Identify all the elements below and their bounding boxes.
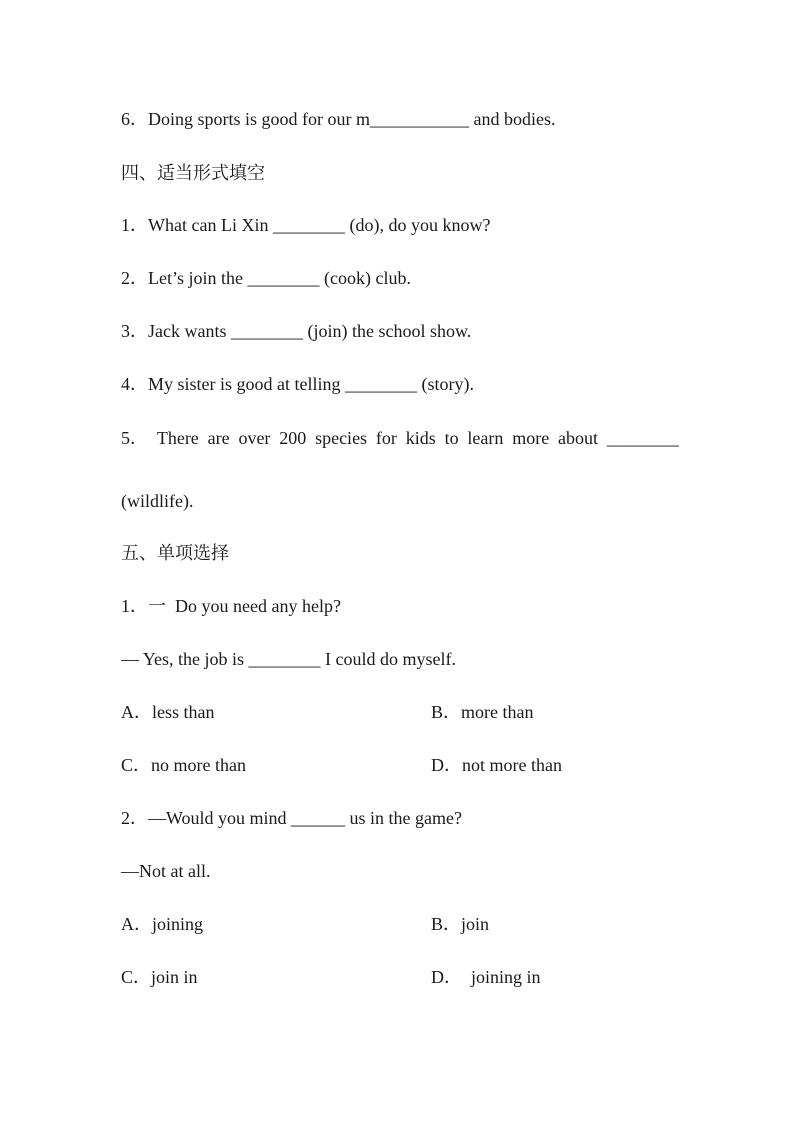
question-4-3: 3．Jack wants ________ (join) the school show.	[121, 321, 472, 341]
option-5-2-a: A．joining	[121, 914, 204, 934]
question-5-2-stem: 2．—Would you mind ______ us in the game?	[121, 808, 463, 828]
question-4-2: 2．Let’s join the ________ (cook) club.	[121, 268, 411, 288]
q5-word: more	[512, 428, 550, 448]
q5-word: ________	[606, 428, 679, 448]
q5-word: kids	[405, 428, 436, 448]
question-5-2-response: —Not at all.	[121, 861, 211, 881]
q5-word: about	[558, 428, 599, 448]
q5-word: to	[444, 428, 459, 448]
question-4-1: 1．What can Li Xin ________ (do), do you know?	[121, 215, 491, 235]
option-5-1-c: C．no more than	[121, 755, 246, 775]
option-5-2-c: C．join in	[121, 967, 198, 987]
q5-word: are	[207, 428, 230, 448]
q5-word: There	[156, 428, 199, 448]
question-4-5-continuation: (wildlife).	[121, 491, 194, 511]
question-5-1-stem: 1．一 Do you need any help?	[121, 596, 341, 616]
q5-word: 5．	[121, 428, 148, 448]
q5-word: 200	[279, 428, 307, 448]
option-5-1-b: B．more than	[431, 702, 534, 722]
q5-word: over	[238, 428, 271, 448]
question-4-5	[121, 427, 679, 449]
option-5-1-a: A．less than	[121, 702, 215, 722]
q5-word: species	[315, 428, 368, 448]
question-3-6: 6．Doing sports is good for our m___________ and bodies.	[121, 109, 556, 129]
option-5-2-d: D． joining in	[431, 967, 541, 987]
question-5-1-response: — Yes, the job is ________ I could do myself.	[121, 649, 456, 669]
option-5-2-b: B．join	[431, 914, 490, 934]
q5-word: learn	[467, 428, 504, 448]
q5-word: for	[375, 428, 397, 448]
option-5-1-d: D．not more than	[431, 755, 562, 775]
section-heading-4: 四、适当形式填空	[121, 163, 265, 183]
section-heading-5: 五、单项选择	[121, 543, 229, 563]
question-4-4: 4．My sister is good at telling ________ (story).	[121, 374, 474, 394]
